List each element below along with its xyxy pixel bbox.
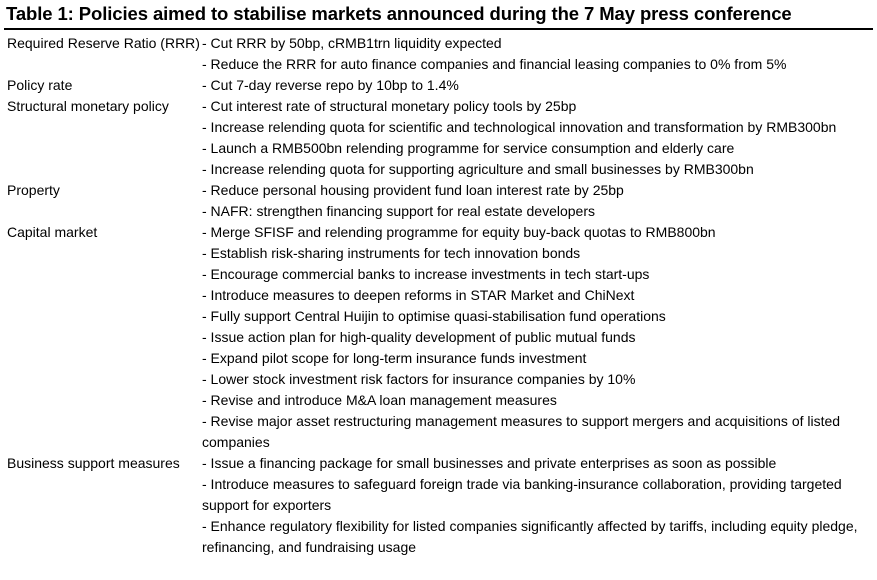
row-label: Required Reserve Ratio (RRR) xyxy=(7,35,200,51)
policy-list xyxy=(202,453,873,558)
policy-list xyxy=(202,96,873,180)
policy-item: - Lower stock investment risk factors for insurance companies by 10% xyxy=(202,371,636,387)
policy-item: - Introduce measures to safeguard foreign trade via banking-insurance collaboration, providing targeted support for exporters xyxy=(202,476,842,513)
row-label: Structural monetary policy xyxy=(7,98,169,114)
policy-item: - Increase relending quota for supporting agriculture and small businesses by RMB300bn xyxy=(202,161,754,177)
policy-item: - Increase relending quota for scientific and technological innovation and transformation by RMB300bn xyxy=(202,119,837,135)
policy-item: - Introduce measures to deepen reforms in STAR Market and ChiNext xyxy=(202,287,635,303)
table-title: Table 1: Policies aimed to stabilise markets announced during the 7 May press conference xyxy=(6,3,792,24)
policy-item: - Cut 7-day reverse repo by 10bp to 1.4% xyxy=(202,77,459,93)
policy-item: - NAFR: strengthen financing support for real estate developers xyxy=(202,203,595,219)
policy-item: - Issue action plan for high-quality development of public mutual funds xyxy=(202,329,636,345)
policy-item: - Issue a financing package for small businesses and private enterprises as soon as possible xyxy=(202,455,777,471)
row-label: Policy rate xyxy=(7,77,73,93)
policy-item: - Reduce the RRR for auto finance companies and financial leasing companies to 0% from 5% xyxy=(202,56,787,72)
policy-item: - Encourage commercial banks to increase investments in tech start-ups xyxy=(202,266,650,282)
policy-item: - Reduce personal housing provident fund loan interest rate by 25bp xyxy=(202,182,624,198)
policy-item: - Cut RRR by 50bp, cRMB1trn liquidity expected xyxy=(202,35,502,51)
policy-item: - Fully support Central Huijin to optimise quasi-stabilisation fund operations xyxy=(202,308,666,324)
policy-item: - Cut interest rate of structural monetary policy tools by 25bp xyxy=(202,98,577,114)
row-label: Business support measures xyxy=(7,455,180,471)
policy-item: - Revise major asset restructuring management measures to support mergers and acquisitions of listed companies xyxy=(202,413,841,450)
table-row xyxy=(7,453,873,558)
row-label: Property xyxy=(7,182,60,198)
policy-list xyxy=(202,222,873,453)
policy-item: - Establish risk-sharing instruments for tech innovation bonds xyxy=(202,245,581,261)
policy-item: - Revise and introduce M&A loan management measures xyxy=(202,392,557,408)
table-row xyxy=(7,222,873,453)
policy-item: - Launch a RMB500bn relending programme for service consumption and elderly care xyxy=(202,140,735,156)
table-row xyxy=(7,96,873,180)
table-row xyxy=(7,180,873,222)
table-row xyxy=(7,33,873,75)
policy-item: - Merge SFISF and relending programme for equity buy-back quotas to RMB800bn xyxy=(202,224,716,240)
policy-item: - Enhance regulatory flexibility for listed companies significantly affected by tariffs, including equity pledge, refinancing, and fundraising usage xyxy=(202,518,858,555)
policy-list xyxy=(202,33,873,75)
policy-table xyxy=(7,33,873,558)
policy-list xyxy=(202,180,873,222)
table-row xyxy=(7,75,873,96)
row-label: Capital market xyxy=(7,224,98,240)
policy-item: - Expand pilot scope for long-term insurance funds investment xyxy=(202,350,587,366)
title-divider xyxy=(4,28,873,30)
policy-list xyxy=(202,75,873,96)
